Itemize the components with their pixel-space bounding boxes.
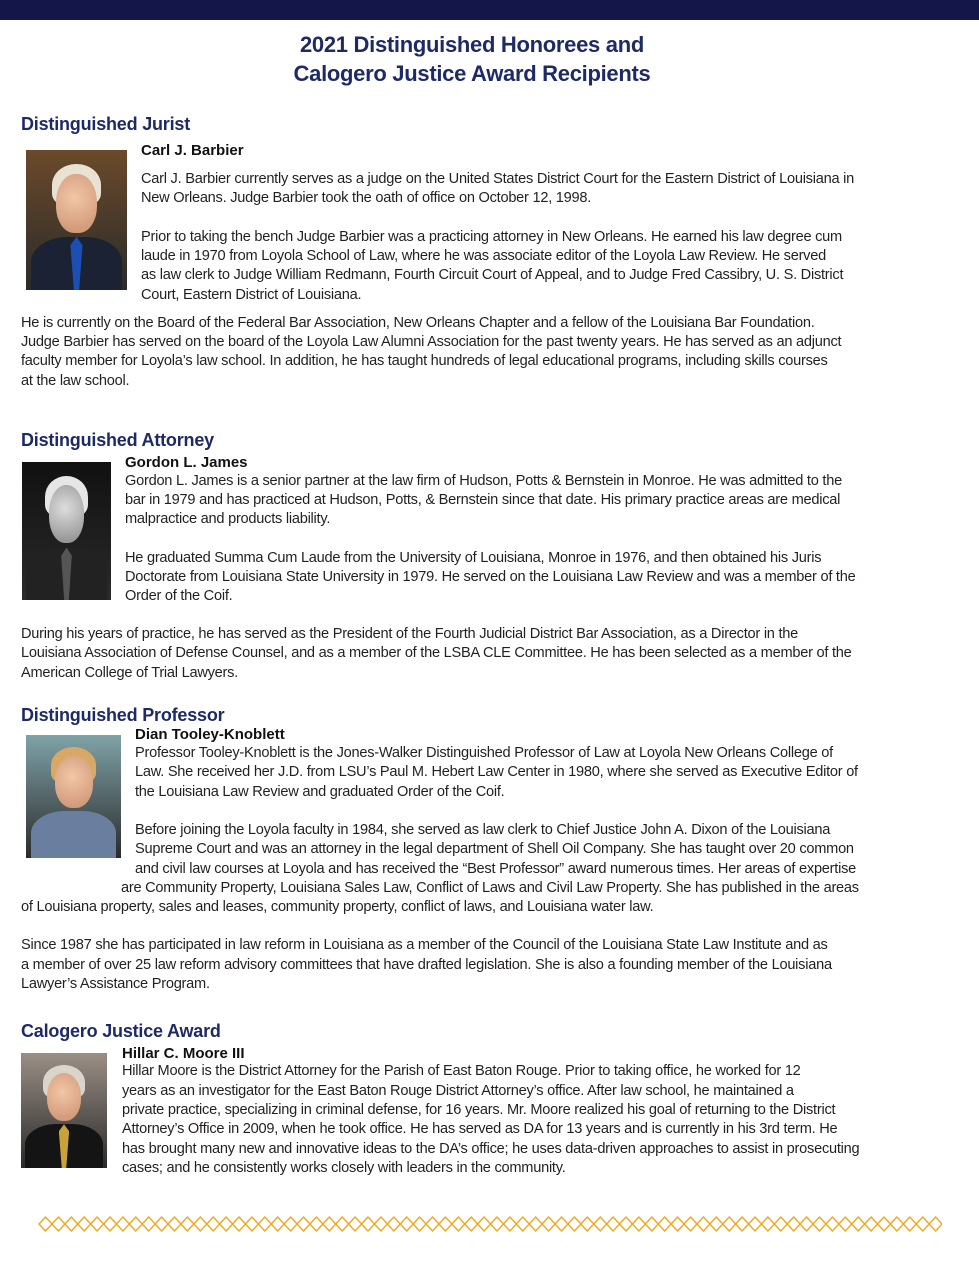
face-shape xyxy=(56,174,96,233)
diamond-mark xyxy=(194,1217,207,1231)
bio-line: of Louisiana property, sales and leases, community property, conflict of laws, and Louisiana water law. xyxy=(21,899,654,915)
bio-line: Professor Tooley-Knoblett is the Jones-Walker Distinguished Professor of Law at Loyola New Orleans College of xyxy=(135,745,833,761)
diamond-mark xyxy=(362,1217,375,1231)
diamond-mark xyxy=(632,1217,645,1231)
honoree-name: Hillar C. Moore III xyxy=(122,1045,245,1062)
diamond-mark xyxy=(129,1217,142,1231)
diamond-mark xyxy=(878,1217,891,1231)
diamond-mark xyxy=(555,1217,568,1231)
diamond-mark xyxy=(258,1217,271,1231)
bio-line: Louisiana Association of Defense Counsel, and as a member of the LSBA CLE Committee. He has been selected as a member of the xyxy=(21,645,852,661)
diamond-mark xyxy=(336,1217,349,1231)
diamond-mark xyxy=(852,1217,865,1231)
bio-line: Order of the Coif. xyxy=(125,588,233,604)
bio-line: American College of Trial Lawyers. xyxy=(21,665,238,681)
diamond-mark xyxy=(374,1217,387,1231)
diamond-mark xyxy=(929,1217,942,1231)
diamond-mark xyxy=(400,1217,413,1231)
bio-line: at the law school. xyxy=(21,373,130,389)
diamond-mark xyxy=(529,1217,542,1231)
diamond-mark xyxy=(839,1217,852,1231)
diamond-mark xyxy=(39,1217,52,1231)
diamond-mark xyxy=(452,1217,465,1231)
diamond-mark xyxy=(387,1217,400,1231)
bio-line: has brought many new and innovative ideas to the DA’s office; he uses data-driven approaches to assist in prosecuting xyxy=(122,1141,860,1157)
diamond-mark xyxy=(349,1217,362,1231)
section-heading: Distinguished Professor xyxy=(21,705,225,725)
diamond-mark xyxy=(542,1217,555,1231)
diamond-mark xyxy=(761,1217,774,1231)
diamond-mark xyxy=(916,1217,929,1231)
diamond-mark xyxy=(478,1217,491,1231)
diamond-mark xyxy=(104,1217,117,1231)
diamond-mark xyxy=(220,1217,233,1231)
diamond-mark xyxy=(658,1217,671,1231)
bio-line: Carl J. Barbier currently serves as a judge on the United States District Court for the Eastern District of Louisiana in xyxy=(141,171,854,187)
diamond-mark xyxy=(413,1217,426,1231)
section-heading: Distinguished Jurist xyxy=(21,114,191,134)
face-shape xyxy=(47,1073,81,1121)
diamond-mark xyxy=(207,1217,220,1231)
diamond-mark xyxy=(697,1217,710,1231)
bio-line: Court, Eastern District of Louisiana. xyxy=(141,287,362,303)
diamond-mark xyxy=(426,1217,439,1231)
diamond-mark xyxy=(142,1217,155,1231)
diamond-mark xyxy=(516,1217,529,1231)
diamond-mark xyxy=(491,1217,504,1231)
bio-line: bar in 1979 and has practiced at Hudson, Potts, & Bernstein since that date. His primary practice areas are medical xyxy=(125,492,841,508)
diamond-mark xyxy=(749,1217,762,1231)
diamond-mark xyxy=(774,1217,787,1231)
diamond-mark xyxy=(439,1217,452,1231)
diamond-mark xyxy=(78,1217,91,1231)
diamond-mark xyxy=(52,1217,65,1231)
diamond-mark xyxy=(503,1217,516,1231)
bio-line: Gordon L. James is a senior partner at the law firm of Hudson, Potts & Bernstein in Monroe. He was admitted to the xyxy=(125,473,842,489)
diamond-mark xyxy=(233,1217,246,1231)
bio-line: years as an investigator for the East Baton Rouge District Attorney’s office. After law school, he maintained a xyxy=(122,1083,794,1099)
diamond-mark xyxy=(684,1217,697,1231)
diamond-mark xyxy=(297,1217,310,1231)
bio-line: Since 1987 she has participated in law reform in Louisiana as a member of the Council of the Louisiana State Law Institute and as xyxy=(21,937,828,953)
diamond-mark xyxy=(168,1217,181,1231)
bio-line: a member of over 25 law reform advisory committees that have drafted legislation. She is also a founding member of the Louisiana xyxy=(21,957,832,973)
honoree-photo xyxy=(22,462,111,600)
bio-line: Doctorate from Louisiana State University in 1979. He served on the Louisiana Law Review and was a member of the xyxy=(125,569,856,585)
diamond-mark xyxy=(723,1217,736,1231)
diamond-mark xyxy=(245,1217,258,1231)
bio-line: Lawyer’s Assistance Program. xyxy=(21,976,210,992)
diamond-mark xyxy=(155,1217,168,1231)
bio-line: private practice, specializing in criminal defense, for 16 years. Mr. Moore realized his goal of returning to the District xyxy=(122,1102,836,1118)
bio-line: Prior to taking the bench Judge Barbier was a practicing attorney in New Orleans. He earned his law degree cum xyxy=(141,229,842,245)
bio-line: are Community Property, Louisiana Sales Law, Conflict of Laws and Civil Law Property. She has published in the areas xyxy=(121,880,859,896)
diamond-mark xyxy=(581,1217,594,1231)
bio-line: Supreme Court and was an attorney in the legal department of Shell Oil Company. She has taught over 20 common xyxy=(135,841,854,857)
honoree-name: Carl J. Barbier xyxy=(141,142,244,159)
page-title-line-1: 2021 Distinguished Honorees and xyxy=(299,32,644,57)
bio-line: malpractice and products liability. xyxy=(125,511,331,527)
section-heading: Calogero Justice Award xyxy=(21,1021,221,1041)
diamond-mark xyxy=(787,1217,800,1231)
top-banner xyxy=(0,0,979,20)
bio-line: cases; and he consistently works closely with leaders in the community. xyxy=(122,1160,566,1176)
diamond-mark xyxy=(826,1217,839,1231)
bio-line: Law. She received her J.D. from LSU’s Paul M. Hebert Law Center in 1980, where she served as Executive Editor of xyxy=(135,764,858,780)
diamond-mark xyxy=(594,1217,607,1231)
diamond-mark xyxy=(800,1217,813,1231)
diamond-mark xyxy=(65,1217,78,1231)
bio-line: He is currently on the Board of the Federal Bar Association, New Orleans Chapter and a fellow of the Louisiana Bar Foundation. xyxy=(21,315,815,331)
bio-line: New Orleans. Judge Barbier took the oath of office on October 12, 1998. xyxy=(141,190,592,206)
bio-line: He graduated Summa Cum Laude from the University of Louisiana, Monroe in 1976, and then obtained his Juris xyxy=(125,550,822,566)
diamond-mark xyxy=(271,1217,284,1231)
diamond-mark xyxy=(813,1217,826,1231)
honoree-name: Dian Tooley-Knoblett xyxy=(135,726,285,743)
diamond-mark xyxy=(284,1217,297,1231)
bio-line: the Louisiana Law Review and graduated Order of the Coif. xyxy=(135,784,505,800)
diamond-mark xyxy=(736,1217,749,1231)
bio-line: Before joining the Loyola faculty in 1984, she served as law clerk to Chief Justice John A. Dixon of the Louisiana xyxy=(135,822,831,838)
bio-line: Attorney’s Office in 2009, when he took office. He has served as DA for 13 years and is currently in his 3rd term. He xyxy=(122,1121,838,1137)
diamond-mark xyxy=(645,1217,658,1231)
bio-line: Judge Barbier has served on the board of the Loyola Law Alumni Association for the past twenty years. He has served as an adjunct xyxy=(21,334,842,350)
bio-line: faculty member for Loyola’s law school. In addition, he has taught hundreds of legal educational programs, including skills courses xyxy=(21,353,828,369)
suit-shape xyxy=(31,811,117,858)
diamond-mark xyxy=(181,1217,194,1231)
bio-line: During his years of practice, he has served as the President of the Fourth Judicial District Bar Association, as a Director in the xyxy=(21,626,799,642)
bio-line: laude in 1970 from Loyola School of Law, where he was associate editor of the Loyola Law Review. He served xyxy=(141,248,826,264)
bio-line: Hillar Moore is the District Attorney for the Parish of East Baton Rouge. Prior to taking office, he worked for 12 xyxy=(122,1063,801,1079)
honoree-photo xyxy=(26,735,121,858)
diamond-mark xyxy=(865,1217,878,1231)
diamond-mark xyxy=(620,1217,633,1231)
page-title-line-2: Calogero Justice Award Recipients xyxy=(293,61,651,86)
diamond-mark xyxy=(607,1217,620,1231)
diamond-border-ornament xyxy=(38,1214,942,1234)
bio-line: and civil law courses at Loyola and has received the “Best Professor” award numerous times. Her areas of expertise xyxy=(135,861,856,877)
honoree-photo xyxy=(26,150,127,290)
honoree-photo xyxy=(21,1053,107,1168)
diamond-mark xyxy=(465,1217,478,1231)
bio-line: as law clerk to Judge William Redmann, Fourth Circuit Court of Appeal, and to Judge Fred Cassibry, U. S. District xyxy=(141,267,844,283)
diamond-mark xyxy=(91,1217,104,1231)
diamond-mark xyxy=(323,1217,336,1231)
diamond-mark xyxy=(310,1217,323,1231)
face-shape xyxy=(49,485,85,543)
face-shape xyxy=(55,756,93,808)
diamond-mark xyxy=(568,1217,581,1231)
diamond-mark xyxy=(710,1217,723,1231)
diamond-mark xyxy=(116,1217,129,1231)
diamond-mark xyxy=(903,1217,916,1231)
diamond-mark xyxy=(890,1217,903,1231)
honoree-name: Gordon L. James xyxy=(125,454,248,471)
diamond-mark xyxy=(671,1217,684,1231)
section-heading: Distinguished Attorney xyxy=(21,430,214,450)
